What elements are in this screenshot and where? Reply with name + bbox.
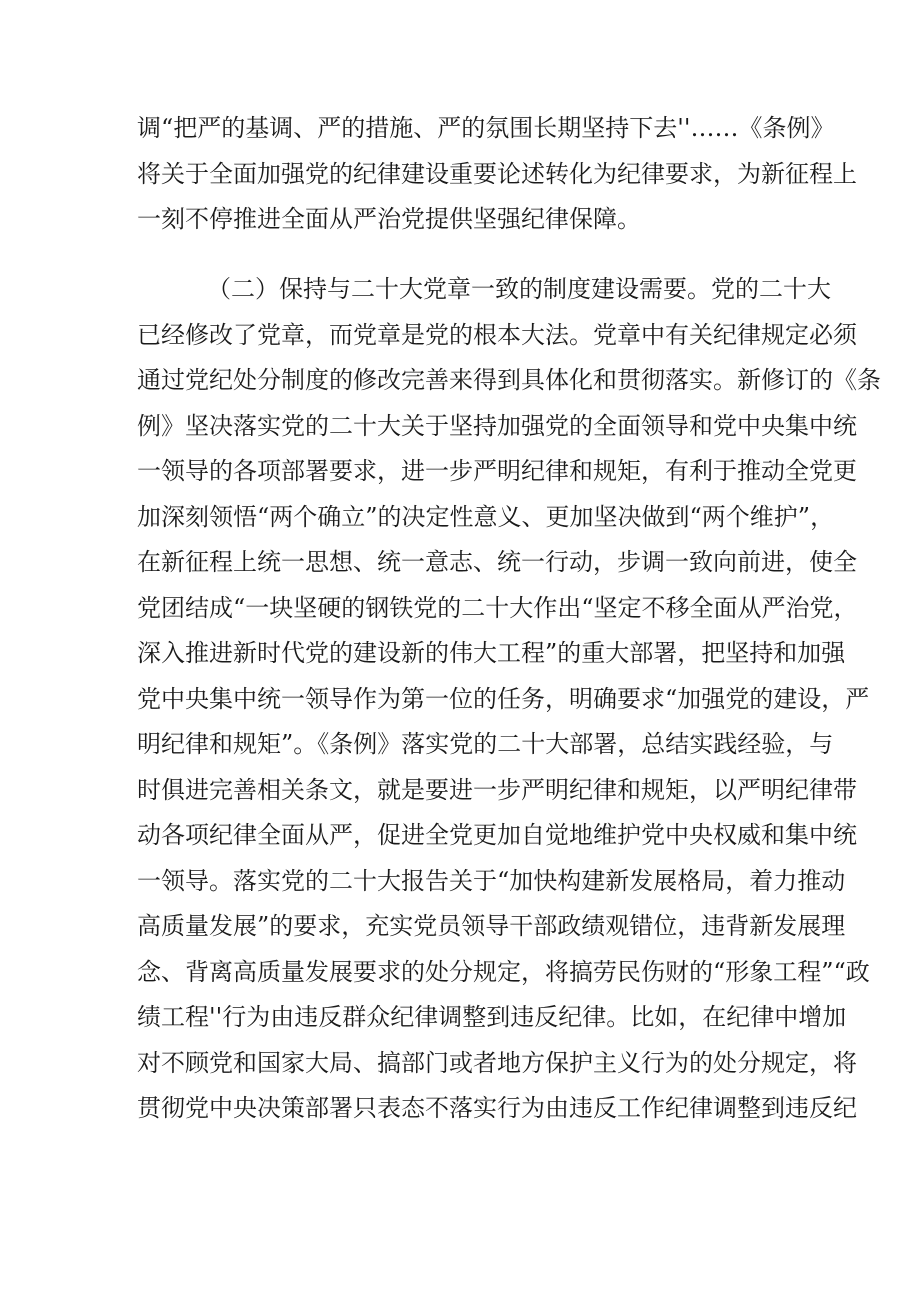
paragraph-line: 绩工程''行为由违反群众纪律调整到违反纪律。比如，在纪律中增加 (137, 1003, 847, 1031)
paragraph-line: 念、背离高质量发展要求的处分规定，将搞劳民伤财的“形象工程”“政 (137, 957, 870, 986)
paragraph-line: 例》坚决落实党的二十大关于坚持加强党的全面领导和党中央集中统 (137, 411, 857, 440)
paragraph-line: 党中央集中统一领导作为第一位的任务，明确要求“加强党的建设，严 (137, 684, 870, 713)
paragraph-line: 调“把严的基调、严的措施、严的氛围长期坚持下去''……《条例》 (137, 114, 835, 142)
paragraph-line: 贯彻党中央决策部署只表态不落实行为由违反工作纪律调整到违反纪 (137, 1094, 857, 1122)
paragraph-line: 一领导。落实党的二十大报告关于“加快构建新发展格局，着力推动 (137, 866, 846, 895)
paragraph-line: 将关于全面加强党的纪律建设重要论述转化为纪律要求，为新征程上 (137, 159, 857, 188)
paragraph-line: 在新征程上统一思想、统一意志、统一行动，步调一致向前进，使全 (137, 548, 857, 576)
paragraph-line: 动各项纪律全面从严，促进全党更加自觉地维护党中央权威和集中统 (137, 821, 857, 849)
paragraph-2 (137, 267, 881, 1132)
paragraph-line: 一刻不停推进全面从严治党提供坚强纪律保障。 (137, 205, 641, 233)
paragraph-line: 时俱进完善相关条文，就是要进一步严明纪律和规矩，以严明纪律带 (137, 775, 857, 804)
paragraph-line: 加深刻领悟“两个确立”的决定性意义、更加坚决做到“两个维护”， (137, 502, 835, 531)
paragraph-line: 深入推进新时代党的建设新的伟大工程”的重大部署，把坚持和加强 (137, 639, 846, 667)
paragraph-line: 已经修改了党章，而党章是党的根本大法。党章中有关纪律规定必须 (137, 320, 857, 349)
paragraph-line: 对不顾党和国家大局、搞部门或者地方保护主义行为的处分规定，将 (137, 1048, 857, 1077)
paragraph-line: 通过党纪处分制度的修改完善来得到具体化和贯彻落实。新修订的《条 (137, 366, 881, 394)
paragraph-line: （二）保持与二十大党章一致的制度建设需要。党的二十大 (207, 275, 831, 303)
paragraph-line: 高质量发展”的要求，充实党员领导干部政绩观错位，违背新发展理 (137, 912, 846, 940)
paragraph-line: 一领导的各项部署要求，进一步严明纪律和规矩，有利于推动全党更 (137, 457, 857, 485)
paragraph-1 (137, 106, 857, 243)
paragraph-line: 明纪律和规矩”。《条例》落实党的二十大部署，总结实践经验，与 (137, 730, 834, 758)
paragraph-line: 党团结成“一块坚硬的钢铁党的二十大作出“坚定不移全面从严治党， (137, 593, 858, 622)
